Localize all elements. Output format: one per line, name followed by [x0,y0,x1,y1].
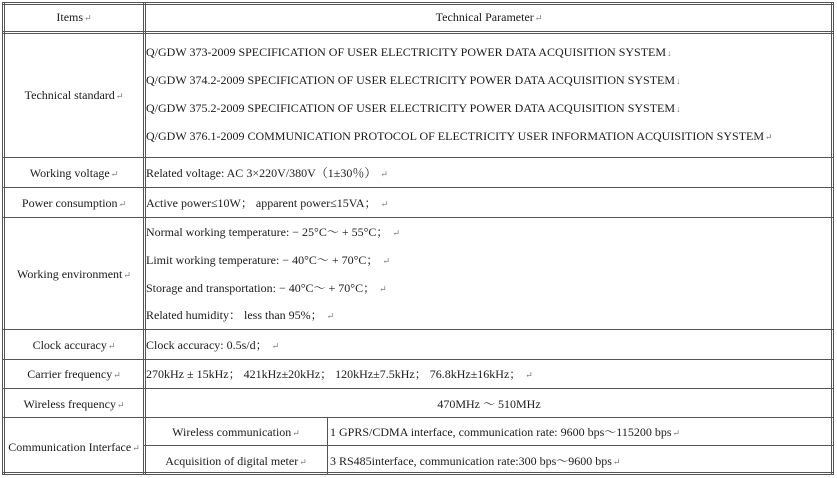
return-mark: ↵ [113,370,121,380]
label-text: Clock accuracy [32,338,107,352]
label-wireless-communication [172,425,300,440]
return-mark: ↵ [612,457,621,467]
label-working-voltage [30,166,119,181]
newline-mark: ↓ [676,104,681,114]
table-border-bottom [2,474,834,475]
table-border-left [2,2,3,475]
table-border-left-inner [4,2,5,475]
label-working-environment [17,267,131,282]
value-clock-accuracy [146,338,279,353]
table-border-right [833,2,834,475]
return-mark: ↵ [392,228,400,238]
label-text: Technical standard [24,88,115,102]
column-divider [143,2,144,475]
row-divider [2,359,834,360]
value-text: Storage and transportation: − 40°C～ + 70°C； [146,281,376,295]
return-mark: ↵ [132,443,140,453]
table-border-top-inner [2,4,834,5]
value-text: Clock accuracy: 0.5s/d； [146,338,268,352]
header-items-text: Items [56,10,84,24]
return-mark: ↵ [672,428,681,438]
return-mark: ↵ [525,370,533,380]
return-mark: ↵ [379,284,387,294]
header-param-text: Technical Parameter [435,10,534,24]
return-mark: ↵ [382,256,390,266]
label-carrier-frequency [27,367,121,382]
label-clock-accuracy [33,338,116,353]
row-divider [2,157,834,158]
value-text: Related humidity： less than 95%； [146,308,323,322]
header-items [56,10,91,25]
label-text: Wireless frequency [23,397,116,411]
value-text: Related voltage: AC 3×220V/380V（1±30％） [146,166,377,180]
label-text: Working environment [17,267,123,281]
row-divider [2,217,834,218]
return-mark: ↵ [84,13,92,23]
value-working-voltage [146,166,388,181]
value-text: Q/GDW 375.2-2009 SPECIFICATION OF USER ELECTRICITY POWER DATA ACQUISITION SYSTEM [146,101,676,115]
return-mark: ↵ [534,13,543,23]
return-mark: ↵ [299,457,307,467]
return-mark: ↵ [326,311,335,321]
value-power-consumption [146,196,388,211]
technical-parameter-table [2,2,834,475]
return-mark: ↵ [271,341,280,351]
return-mark: ↵ [107,341,116,351]
return-mark: ↵ [110,169,119,179]
environment-line-3 [146,281,387,296]
label-acquisition-digital-meter [165,454,307,469]
standard-line-3 [146,101,681,116]
return-mark: ↵ [116,400,125,410]
value-text: 470MHz ～ 510MHz [437,397,541,411]
table-border-top [2,2,834,3]
standard-line-4 [146,129,773,144]
value-acquisition-digital-meter [330,454,621,469]
newline-mark: ↓ [676,76,681,86]
value-text: Q/GDW 374.2-2009 SPECIFICATION OF USER ELECTRICITY POWER DATA ACQUISITION SYSTEM [146,73,676,87]
environment-line-2 [146,253,390,268]
row-divider [2,33,834,34]
label-text: Power consumption [21,196,118,210]
label-communication-interface [8,440,140,455]
label-text: Acquisition of digital meter [165,454,299,468]
table-border-bottom-inner [2,472,834,473]
newline-mark: ↓ [667,48,672,58]
label-text: Working voltage [29,166,110,180]
value-text: Limit working temperature: − 40°C～ + 70°C； [146,253,379,267]
row-divider [2,31,834,32]
row-divider [2,187,834,188]
return-mark: ↵ [380,199,389,209]
return-mark: ↵ [765,132,773,142]
value-carrier-frequency [146,367,533,382]
return-mark: ↵ [292,428,300,438]
value-text: Normal working temperature: − 25°C～ + 55°C； [146,225,389,239]
standard-line-2 [146,73,681,88]
row-divider [2,388,834,389]
comm-subdivider [327,417,328,475]
environment-line-4 [146,308,334,323]
return-mark: ↵ [118,199,127,209]
environment-line-1 [146,225,400,240]
value-text: Q/GDW 373-2009 SPECIFICATION OF USER ELECTRICITY POWER DATA ACQUISITION SYSTEM [146,45,667,59]
label-wireless-frequency [23,397,124,412]
label-text: Carrier frequency [27,367,113,381]
label-power-consumption [22,196,126,211]
value-text: 270kHz ± 15kHz； 421kHz±20kHz； 120kHz±7.5kHz； 76.8kHz±16kHz； [146,367,522,381]
value-wireless-frequency [437,397,540,411]
value-wireless-communication [330,425,680,440]
label-text: Communication Interface [8,440,132,454]
label-technical-standard [25,88,124,103]
value-text: Active power≤10W； apparent power≤15VA； [146,196,377,210]
label-text: Wireless communication [172,425,292,439]
value-text: Q/GDW 376.1-2009 COMMUNICATION PROTOCOL OF ELECTRICITY USER INFORMATION ACQUISITION SYSTEM [146,129,765,143]
row-divider [2,417,834,418]
row-divider [2,329,834,330]
standard-line-1 [146,45,672,60]
value-text: 3 RS485interface, communication rate:300 bps～9600 bps [330,454,612,468]
return-mark: ↵ [115,91,124,101]
return-mark: ↵ [123,270,131,280]
header-technical-parameter [436,10,543,25]
value-text: 1 GPRS/CDMA interface, communication rate: 9600 bps～115200 bps [330,425,672,439]
return-mark: ↵ [380,169,388,179]
table-border-right-inner [831,2,832,475]
row-divider [143,445,834,446]
